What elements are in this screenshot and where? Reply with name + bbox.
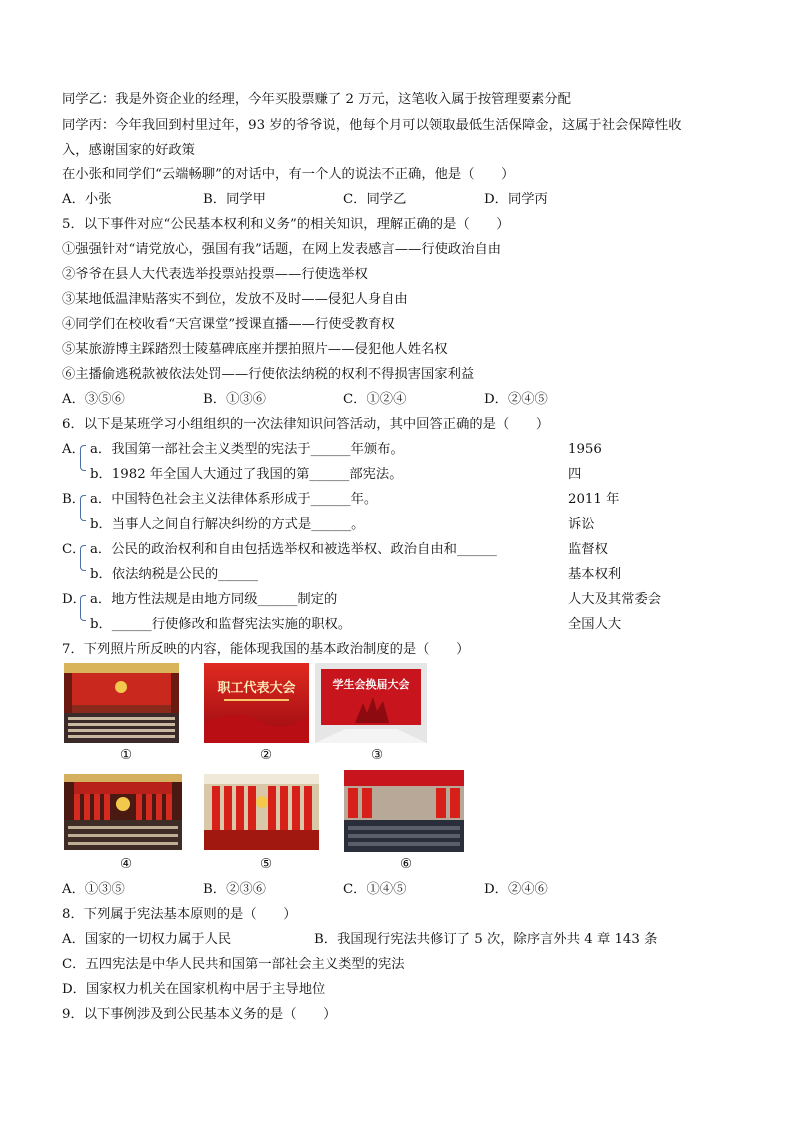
question-8-stem: 8．下列属于宪法基本原则的是（ ）	[62, 907, 297, 922]
q6-answer: 1956	[568, 442, 602, 457]
q5-option-b[interactable]: B．①③⑥	[203, 392, 266, 407]
q6-answer: 四	[568, 467, 582, 482]
q6-item: b．依法纳税是公民的______	[90, 567, 259, 582]
q8-option-d[interactable]: D．国家权力机关在国家机构中居于主导地位	[62, 982, 326, 997]
photo-caption: ⑥	[400, 857, 412, 872]
q8-option-c[interactable]: C．五四宪法是中华人民共和国第一部社会主义类型的宪法	[62, 957, 405, 972]
q6-answer: 人大及其常委会	[568, 592, 662, 607]
q4-option-d[interactable]: D．同学丙	[484, 192, 548, 207]
photo-2	[204, 663, 309, 743]
question-9-stem: 9．以下事例涉及到公民基本义务的是（ ）	[62, 1007, 337, 1022]
photo-caption: ②	[260, 748, 272, 763]
photo-5	[204, 774, 319, 850]
q6-item: a．公民的政治权利和自由包括选举权和被选举权、政治自由和______	[90, 542, 497, 557]
q7-option-b[interactable]: B．②③⑥	[203, 882, 266, 897]
text-line: 同学丙：今年我回到村里过年，93 岁的爷爷说，他每个月可以领取最低生活保障金，这属于社会保障性收	[62, 118, 682, 133]
photo-4	[64, 774, 182, 850]
photo-1	[64, 663, 179, 743]
q8-option-b[interactable]: B．我国现行宪法共修订了 5 次，除序言外共 4 章 143 条	[314, 932, 658, 947]
question-6-stem: 6．以下是某班学习小组组织的一次法律知识问答活动，其中回答正确的是（ ）	[62, 417, 550, 432]
photo-2-title: 职工代表大会	[217, 681, 296, 696]
q5-option-d[interactable]: D．②④⑤	[484, 392, 548, 407]
q6-option-c-label[interactable]: C．	[62, 542, 86, 557]
q5-statement: ④同学们在校收看“天宫课堂”授课直播——行使受教育权	[62, 317, 395, 332]
brace-icon	[80, 545, 86, 571]
q6-option-a-label[interactable]: A．	[62, 442, 85, 457]
q5-option-a[interactable]: A．③⑤⑥	[62, 392, 125, 407]
question-7-stem: 7．下列照片所反映的内容，能体现我国的基本政治制度的是（ ）	[62, 642, 470, 657]
q6-item: a．中国特色社会主义法律体系形成于______年。	[90, 492, 378, 507]
q6-answer: 监督权	[568, 542, 608, 557]
text-line: 同学乙：我是外资企业的经理，今年买股票赚了 2 万元，这笔收入属于按管理要素分配	[62, 92, 571, 107]
q8-option-a[interactable]: A．国家的一切权力属于人民	[62, 932, 232, 947]
photo-6	[344, 770, 464, 852]
q4-option-c[interactable]: C．同学乙	[343, 192, 407, 207]
q6-answer: 全国人大	[568, 617, 622, 632]
q4-option-a[interactable]: A．小张	[62, 192, 112, 207]
brace-icon	[80, 445, 86, 471]
brace-icon	[80, 495, 86, 521]
q4-option-b[interactable]: B．同学甲	[203, 192, 266, 207]
photo-caption: ⑤	[260, 857, 272, 872]
q6-option-b-label[interactable]: B．	[62, 492, 86, 507]
brace-icon	[80, 595, 86, 621]
photo-caption: ④	[120, 857, 132, 872]
q6-answer: 2011 年	[568, 492, 620, 507]
q6-item: a．我国第一部社会主义类型的宪法于______年颁布。	[90, 442, 404, 457]
q6-answer: 基本权利	[568, 567, 622, 582]
q6-item: b．1982 年全国人大通过了我国的第______部宪法。	[90, 467, 403, 482]
question-5-stem: 5．以下事件对应“公民基本权利和义务”的相关知识，理解正确的是（ ）	[62, 217, 510, 232]
q7-option-c[interactable]: C．①④⑤	[343, 882, 407, 897]
q5-option-c[interactable]: C．①②④	[343, 392, 407, 407]
text-line: 入，感谢国家的好政策	[62, 143, 195, 158]
photo-caption: ③	[371, 748, 383, 763]
q6-item: b．当事人之间自行解决纠纷的方式是______。	[90, 517, 365, 532]
q7-option-a[interactable]: A．①③⑤	[62, 882, 125, 897]
photo-caption: ①	[120, 748, 132, 763]
q5-statement: ②爷爷在县人大代表选举投票站投票——行使选举权	[62, 267, 368, 282]
q5-statement: ①强强针对“请党放心，强国有我”话题，在网上发表感言——行使政治自由	[62, 242, 502, 257]
q5-statement: ⑥主播偷逃税款被依法处罚——行使依法纳税的权利不得损害国家利益	[62, 367, 475, 382]
q5-statement: ⑤某旅游博主踩踏烈士陵墓碑底座并摆拍照片——侵犯他人姓名权	[62, 342, 448, 357]
q6-option-d-label[interactable]: D．	[62, 592, 86, 607]
q7-option-d[interactable]: D．②④⑥	[484, 882, 548, 897]
q6-item: b．______行使修改和监督宪法实施的职权。	[90, 617, 352, 632]
photo-3-title: 学生会换届大会	[332, 678, 410, 691]
q6-item: a．地方性法规是由地方同级______制定的	[90, 592, 338, 607]
photo-3	[315, 663, 427, 743]
q5-statement: ③某地低温津贴落实不到位，发放不及时——侵犯人身自由	[62, 292, 408, 307]
q6-answer: 诉讼	[568, 517, 595, 532]
question-4-stem: 在小张和同学们“云端畅聊”的对话中，有一个人的说法不正确，他是（ ）	[62, 167, 515, 182]
